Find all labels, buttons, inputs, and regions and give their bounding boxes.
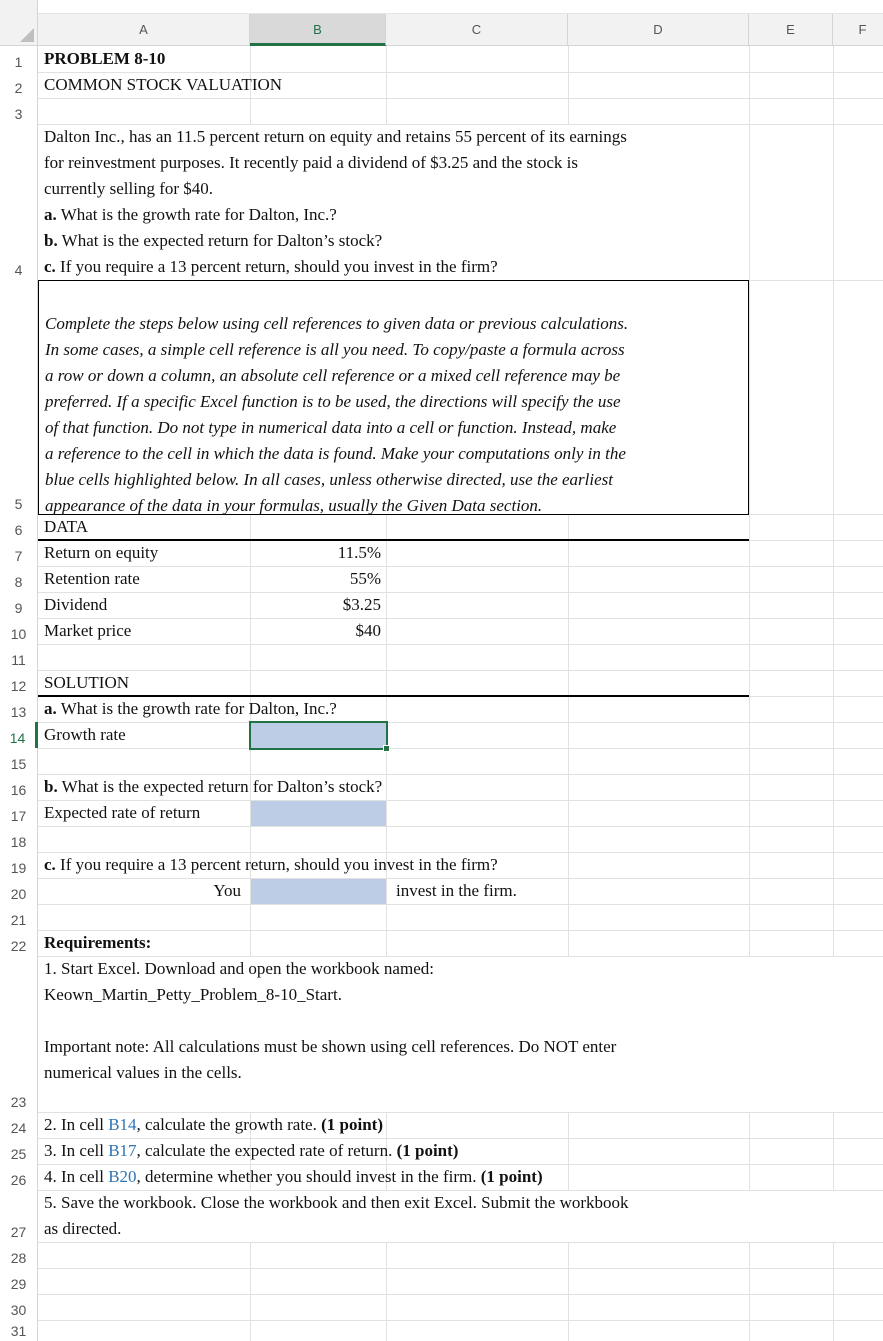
step2-points: (1 point) — [321, 1115, 383, 1134]
instruction-line: a reference to the cell in which the data is found. Make your computations only in the — [45, 444, 626, 463]
row-header-21[interactable]: 21 — [0, 904, 38, 930]
row-header-7[interactable]: 7 — [0, 540, 38, 566]
market-price-label[interactable]: Market price — [44, 621, 132, 640]
step5-line-1: 5. Save the workbook. Close the workbook and then exit Excel. Submit the workbook — [44, 1193, 629, 1212]
gridline-row — [38, 1242, 883, 1243]
row-header-18[interactable]: 18 — [0, 826, 38, 852]
retention-value[interactable]: 55% — [349, 569, 381, 588]
you-label[interactable]: You — [213, 881, 241, 900]
step2-cell-ref: B14 — [108, 1115, 137, 1134]
retention-label[interactable]: Retention rate — [44, 569, 140, 588]
column-header-e[interactable]: E — [749, 14, 833, 46]
row-header-30[interactable]: 30 — [0, 1294, 38, 1320]
question-a — [44, 202, 749, 228]
question-b-label: b. — [44, 231, 58, 250]
instruction-line: a row or down a column, an absolute cell reference or a mixed cell reference may be — [45, 366, 621, 385]
question-c-label: c. — [44, 257, 56, 276]
market-price-value[interactable]: $40 — [355, 621, 381, 640]
note-line-1: Important note: All calculations must be shown using cell references. Do NOT enter — [44, 1037, 617, 1056]
solution-question-a-text: What is the growth rate for Dalton, Inc.? — [56, 699, 337, 718]
row-header-13[interactable]: 13 — [0, 696, 38, 722]
row-header-24[interactable]: 24 — [0, 1112, 38, 1138]
row-header-1[interactable]: 1 — [0, 46, 38, 72]
problem-line-3: currently selling for $40. — [44, 179, 214, 198]
problem-statement[interactable] — [38, 124, 749, 280]
requirements-title[interactable]: Requirements: — [44, 933, 152, 952]
row-header-8[interactable]: 8 — [0, 566, 38, 592]
instruction-line: In some cases, a simple cell reference is all you need. To copy/paste a formula across — [45, 340, 625, 359]
row-header-3[interactable]: 3 — [0, 98, 38, 124]
row-header-9[interactable]: 9 — [0, 592, 38, 618]
solution-question-a[interactable] — [38, 696, 749, 722]
row-header-2[interactable]: 2 — [0, 72, 38, 98]
solution-question-c-label: c. — [44, 855, 56, 874]
roe-value[interactable]: 11.5% — [337, 543, 381, 562]
gridline-row — [38, 98, 883, 99]
fill-handle-icon[interactable] — [383, 745, 390, 752]
row-header-27[interactable]: 27 — [0, 1190, 38, 1242]
column-header-b[interactable]: B — [250, 14, 386, 46]
gridline-row — [38, 826, 883, 827]
row-header-14[interactable]: 14 — [0, 722, 38, 748]
question-a-label: a. — [44, 205, 57, 224]
step5-line-2: as directed. — [44, 1219, 122, 1238]
step3-prefix: 3. In cell — [44, 1141, 109, 1160]
growth-rate-label[interactable]: Growth rate — [44, 725, 126, 744]
gridline-row — [38, 904, 883, 905]
row-header-23[interactable]: 23 — [0, 956, 38, 1112]
dividend-value[interactable]: $3.25 — [342, 595, 381, 614]
row-header-31[interactable]: 31 — [0, 1320, 38, 1341]
question-c-text: If you require a 13 percent return, should you invest in the firm? — [55, 257, 498, 276]
instruction-line: Complete the steps below using cell references to given data or previous calculations. — [45, 314, 629, 333]
roe-label[interactable]: Return on equity — [44, 543, 159, 562]
question-b — [44, 228, 749, 254]
question-b-text: What is the expected return for Dalton’s stock? — [57, 231, 383, 250]
expected-return-input-cell[interactable] — [251, 801, 386, 826]
step1-line-1: 1. Start Excel. Download and open the workbook named: — [44, 959, 434, 978]
row-header-26[interactable]: 26 — [0, 1164, 38, 1190]
row-header-25[interactable]: 25 — [0, 1138, 38, 1164]
column-header-a[interactable]: A — [38, 14, 250, 46]
step4[interactable] — [38, 1164, 883, 1190]
row-header-4[interactable]: 4 — [0, 124, 38, 280]
row-header-10[interactable]: 10 — [0, 618, 38, 644]
invest-decision-input-cell[interactable] — [251, 879, 386, 904]
instruction-line: blue cells highlighted below. In all cases, unless otherwise directed, use the earliest — [45, 470, 613, 489]
data-section-title[interactable]: DATA — [44, 517, 88, 536]
column-header-c[interactable]: C — [386, 14, 568, 46]
row-header-20[interactable]: 20 — [0, 878, 38, 904]
row-header-11[interactable]: 11 — [0, 644, 38, 670]
row-header-12[interactable]: 12 — [0, 670, 38, 696]
row-header-16[interactable]: 16 — [0, 774, 38, 800]
step4-text: , determine whether you should invest in the firm. — [136, 1167, 481, 1186]
requirements-text[interactable] — [38, 956, 883, 1112]
row-header-29[interactable]: 29 — [0, 1268, 38, 1294]
instructions-box[interactable] — [38, 280, 749, 515]
gridline-row — [38, 748, 883, 749]
gridline-row — [38, 1268, 883, 1269]
dividend-label[interactable]: Dividend — [44, 595, 108, 614]
row-header-17[interactable]: 17 — [0, 800, 38, 826]
solution-question-b[interactable] — [38, 774, 749, 800]
row-header-15[interactable]: 15 — [0, 748, 38, 774]
step1-line-2: Keown_Martin_Petty_Problem_8-10_Start. — [44, 985, 342, 1004]
step4-cell-ref: B20 — [108, 1167, 137, 1186]
row-header-28[interactable]: 28 — [0, 1242, 38, 1268]
question-c — [44, 254, 749, 280]
column-header-d[interactable]: D — [568, 14, 749, 46]
step3[interactable] — [38, 1138, 883, 1164]
formula-bar-edge — [38, 0, 883, 14]
question-a-text: What is the growth rate for Dalton, Inc.? — [56, 205, 337, 224]
instruction-line: appearance of the data in your formulas, usually the Given Data section. — [45, 496, 543, 515]
step3-text: , calculate the expected rate of return. — [136, 1141, 397, 1160]
column-header-f[interactable]: F — [833, 14, 883, 46]
select-all-triangle-icon — [20, 28, 34, 42]
row-header-22[interactable]: 22 — [0, 930, 38, 956]
step2[interactable] — [38, 1112, 883, 1138]
instruction-line: of that function. Do not type in numerical data into a cell or function. Instead, make — [45, 418, 617, 437]
select-all-corner[interactable] — [0, 0, 38, 46]
solution-section-title[interactable]: SOLUTION — [44, 673, 129, 692]
row-header-6[interactable]: 6 — [0, 514, 38, 540]
row-header-5[interactable]: 5 — [0, 280, 38, 514]
step4-points: (1 point) — [480, 1167, 543, 1186]
step5[interactable] — [38, 1190, 883, 1242]
gridline-row — [38, 644, 883, 645]
solution-question-b-text: What is the expected return for Dalton’s stock? — [57, 777, 383, 796]
problem-line-2: for reinvestment purposes. It recently paid a dividend of $3.25 and the stock is — [44, 153, 578, 172]
step3-points: (1 point) — [396, 1141, 459, 1160]
active-cell-selection[interactable] — [249, 721, 388, 750]
solution-question-c[interactable] — [38, 852, 749, 878]
gridline-row — [38, 1294, 883, 1295]
solution-question-a-label: a. — [44, 699, 57, 718]
step2-text: , calculate the growth rate. — [136, 1115, 322, 1134]
solution-question-b-label: b. — [44, 777, 58, 796]
solution-question-c-text: If you require a 13 percent return, should you invest in the firm? — [55, 855, 498, 874]
step3-cell-ref: B17 — [108, 1141, 137, 1160]
step4-prefix: 4. In cell — [44, 1167, 109, 1186]
note-line-2: numerical values in the cells. — [44, 1063, 242, 1082]
problem-title[interactable]: PROBLEM 8-10 — [44, 49, 166, 68]
gridline-row — [38, 1320, 883, 1321]
problem-subtitle[interactable]: COMMON STOCK VALUATION — [44, 75, 283, 94]
problem-line-1: Dalton Inc., has an 11.5 percent return on equity and retains 55 percent of its earnings — [44, 127, 627, 146]
row-header-19[interactable]: 19 — [0, 852, 38, 878]
expected-return-label[interactable]: Expected rate of return — [44, 803, 201, 822]
invest-in-firm-label[interactable]: invest in the firm. — [396, 881, 517, 900]
instruction-line: preferred. If a specific Excel function is to be used, the directions will specify the use — [45, 392, 621, 411]
blank-line — [44, 1008, 883, 1034]
step2-prefix: 2. In cell — [44, 1115, 109, 1134]
